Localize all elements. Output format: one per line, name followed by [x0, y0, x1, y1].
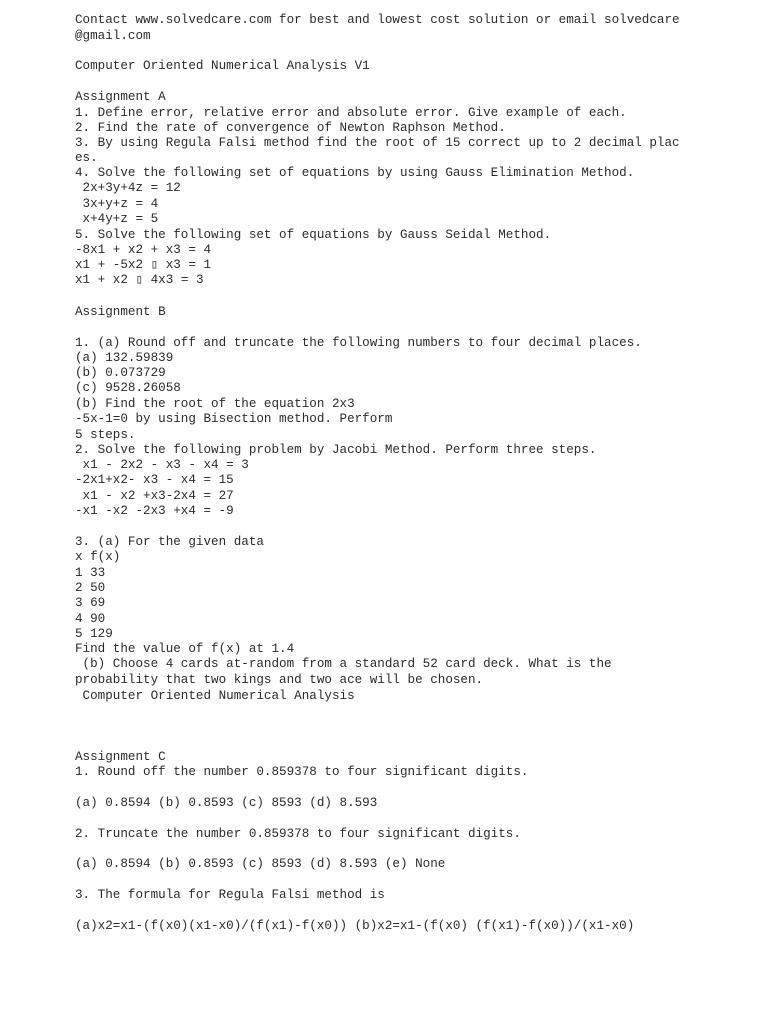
header-contact-line-1: Contact www.solvedcare.com for best and lowest cost solution or email solvedcare — [75, 13, 680, 27]
assignment-a-q3: 3. By using Regula Falsi method find the root of 15 correct up to 2 decimal plac — [75, 136, 680, 150]
assignment-a-q4: 4. Solve the following set of equations by using Gauss Elimination Method. — [75, 166, 635, 180]
assignment-a-q1: 1. Define error, relative error and absolute error. Give example of each. — [75, 106, 627, 120]
equation-line: 2x+3y+4z = 12 — [75, 181, 181, 195]
assignment-b-q1: 1. (a) Round off and truncate the following numbers to four decimal places. — [75, 336, 642, 350]
assignment-b-q1b: (b) Find the root of the equation 2x3 — [75, 397, 355, 411]
data-table-row: 5 129 — [75, 627, 113, 641]
equation-line: -x1 -x2 -2x3 +x4 = -9 — [75, 504, 234, 518]
assignment-a-q3-cont: es. — [75, 151, 98, 165]
running-title: Computer Oriented Numerical Analysis — [75, 689, 355, 703]
assignment-b-heading: Assignment B — [75, 305, 166, 319]
assignment-b-q3a-ask: Find the value of f(x) at 1.4 — [75, 642, 295, 656]
assignment-b-q2: 2. Solve the following problem by Jacobi Method. Perform three steps. — [75, 443, 597, 457]
list-item: (a) 132.59839 — [75, 351, 174, 365]
assignment-b-q1b-cont: -5x-1=0 by using Bisection method. Perform — [75, 412, 393, 426]
header-contact-line-2: @gmail.com — [75, 29, 151, 43]
data-table-header: x f(x) — [75, 550, 121, 564]
equation-line: -8x1 + x2 + x3 = 4 — [75, 243, 212, 257]
assignment-c-q3: 3. The formula for Regula Falsi method is — [75, 888, 385, 902]
assignment-a-q2: 2. Find the rate of convergence of Newton Raphson Method. — [75, 121, 506, 135]
assignment-c-q1: 1. Round off the number 0.859378 to four significant digits. — [75, 765, 529, 779]
equation-line: x1 + x2 ▯ 4x3 = 3 — [75, 273, 204, 287]
equation-line: x1 - x2 +x3-2x4 = 27 — [75, 489, 234, 503]
data-table-row: 4 90 — [75, 612, 106, 626]
equation-line: x+4y+z = 5 — [75, 212, 159, 226]
equation-line: x1 + -5x2 ▯ x3 = 1 — [75, 258, 212, 272]
assignment-c-q1-options: (a) 0.8594 (b) 0.8593 (c) 8593 (d) 8.593 — [75, 796, 378, 810]
equation-line: 3x+y+z = 4 — [75, 197, 159, 211]
assignment-a-q5: 5. Solve the following set of equations by Gauss Seidal Method. — [75, 228, 552, 242]
data-table-row: 2 50 — [75, 581, 106, 595]
data-table-row: 3 69 — [75, 596, 106, 610]
list-item: (b) 0.073729 — [75, 366, 166, 380]
assignment-b-q3b: (b) Choose 4 cards at-random from a standard 52 card deck. What is the — [75, 657, 612, 671]
assignment-b-q1b-cont: 5 steps. — [75, 428, 136, 442]
assignment-c-heading: Assignment C — [75, 750, 166, 764]
assignment-c-q3-options: (a)x2=x1-(f(x0)(x1-x0)/(f(x1)-f(x0)) (b)x2=x1-(f(x0) (f(x1)-f(x0))/(x1-x0) — [75, 919, 635, 933]
assignment-c-q2: 2. Truncate the number 0.859378 to four significant digits. — [75, 827, 521, 841]
data-table-row: 1 33 — [75, 566, 106, 580]
equation-line: x1 - 2x2 - x3 - x4 = 3 — [75, 458, 249, 472]
equation-line: -2x1+x2- x3 - x4 = 15 — [75, 473, 234, 487]
assignment-c-q2-options: (a) 0.8594 (b) 0.8593 (c) 8593 (d) 8.593 (e) None — [75, 857, 446, 871]
document-title: Computer Oriented Numerical Analysis V1 — [75, 59, 370, 73]
assignment-b-q3b-cont: probability that two kings and two ace will be chosen. — [75, 673, 484, 687]
list-item: (c) 9528.26058 — [75, 381, 181, 395]
assignment-a-heading: Assignment A — [75, 90, 166, 104]
assignment-b-q3: 3. (a) For the given data — [75, 535, 264, 549]
